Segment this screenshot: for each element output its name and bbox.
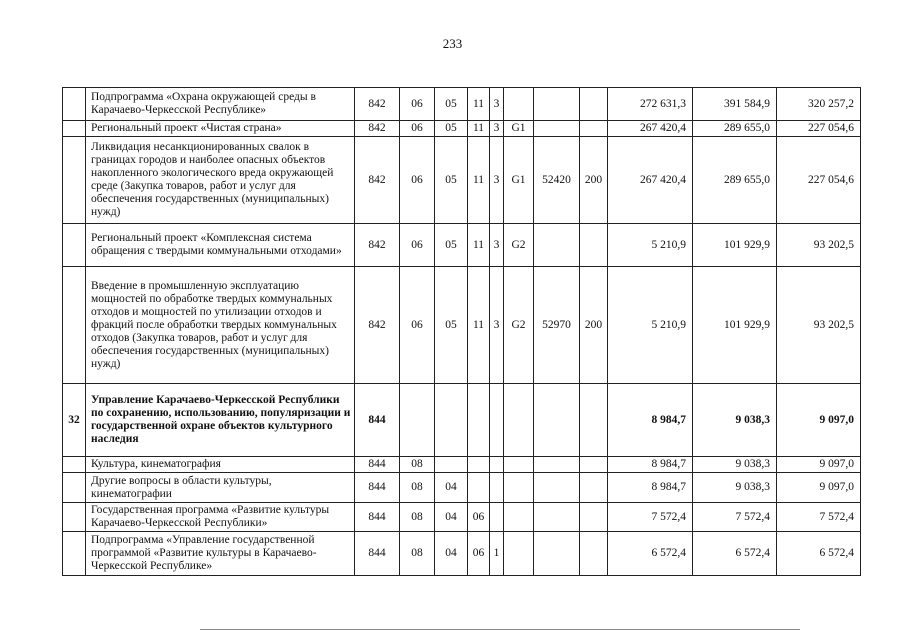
section-code-cell <box>400 384 435 457</box>
row-number-cell: 32 <box>63 384 86 457</box>
ministry-code-cell: 842 <box>355 267 400 384</box>
program-code-cell: 11 <box>468 88 490 121</box>
amount-2023-cell: 9 097,0 <box>777 473 861 503</box>
project-code-cell <box>504 457 534 473</box>
row-number-cell <box>63 532 86 576</box>
amount-2021-cell: 5 210,9 <box>608 224 693 267</box>
amount-2023-cell: 9 097,0 <box>777 384 861 457</box>
project-code-cell <box>504 88 534 121</box>
program-code-cell: 11 <box>468 121 490 137</box>
direction-code-cell <box>534 473 580 503</box>
expense-type-cell <box>580 384 608 457</box>
item-name-cell: Ликвидация несанкционированных свалок в границах городов и наиболее опасных объектов накопленного экологического вреда окружающей среде (Закупка товаров, работ и услуг для обеспечения государственных (муниципальных) нужд) <box>86 137 355 224</box>
expense-type-cell <box>580 503 608 532</box>
program-code-cell <box>468 384 490 457</box>
table-row <box>63 88 861 121</box>
amount-2022-cell: 6 572,4 <box>693 532 777 576</box>
ministry-code-cell: 842 <box>355 224 400 267</box>
amount-2022-cell: 9 038,3 <box>693 384 777 457</box>
subprogram-code-cell <box>490 457 504 473</box>
item-name-cell: Подпрограмма «Управление государственной программой «Развитие культуры в Карачаево-Черкесской Республике» <box>86 532 355 576</box>
subprogram-code-cell: 3 <box>490 224 504 267</box>
amount-2023-cell: 9 097,0 <box>777 457 861 473</box>
amount-2022-cell: 101 929,9 <box>693 267 777 384</box>
expense-type-cell <box>580 532 608 576</box>
item-name-cell: Подпрограмма «Охрана окружающей среды в Карачаево-Черкесской Республике» <box>86 88 355 121</box>
amount-2021-cell: 8 984,7 <box>608 457 693 473</box>
row-number-cell <box>63 88 86 121</box>
amount-2021-cell: 7 572,4 <box>608 503 693 532</box>
item-name-cell: Управление Карачаево-Черкесской Республики по сохранению, использованию, популяризации и государственной охране объектов культурного наследия <box>86 384 355 457</box>
program-code-cell: 11 <box>468 224 490 267</box>
direction-code-cell: 52970 <box>534 267 580 384</box>
subprogram-code-cell <box>490 384 504 457</box>
ministry-code-cell: 842 <box>355 137 400 224</box>
row-number-cell <box>63 473 86 503</box>
direction-code-cell <box>534 88 580 121</box>
program-code-cell <box>468 457 490 473</box>
project-code-cell <box>504 384 534 457</box>
subprogram-code-cell <box>490 473 504 503</box>
expense-type-cell <box>580 473 608 503</box>
direction-code-cell <box>534 457 580 473</box>
expense-type-cell <box>580 457 608 473</box>
amount-2021-cell: 6 572,4 <box>608 532 693 576</box>
program-code-cell: 06 <box>468 532 490 576</box>
amount-2021-cell: 267 420,4 <box>608 137 693 224</box>
row-number-cell <box>63 503 86 532</box>
project-code-cell: G1 <box>504 121 534 137</box>
direction-code-cell <box>534 532 580 576</box>
item-name-cell: Региональный проект «Комплексная система обращения с твердыми коммунальными отходами» <box>86 224 355 267</box>
amount-2023-cell: 227 054,6 <box>777 121 861 137</box>
amount-2021-cell: 267 420,4 <box>608 121 693 137</box>
section-code-cell: 08 <box>400 532 435 576</box>
amount-2022-cell: 7 572,4 <box>693 503 777 532</box>
item-name-cell: Другие вопросы в области культуры, кинематографии <box>86 473 355 503</box>
bottom-border-line <box>200 629 800 630</box>
ministry-code-cell: 844 <box>355 384 400 457</box>
expense-type-cell: 200 <box>580 137 608 224</box>
amount-2023-cell: 7 572,4 <box>777 503 861 532</box>
subsection-code-cell: 04 <box>435 532 468 576</box>
row-number-cell <box>63 121 86 137</box>
page-number: 233 <box>442 36 463 51</box>
amount-2022-cell: 289 655,0 <box>693 137 777 224</box>
amount-2023-cell: 93 202,5 <box>777 224 861 267</box>
ministry-code-cell: 842 <box>355 121 400 137</box>
expense-type-cell: 200 <box>580 267 608 384</box>
section-code-cell: 06 <box>400 267 435 384</box>
subsection-code-cell: 05 <box>435 267 468 384</box>
amount-2021-cell: 272 631,3 <box>608 88 693 121</box>
ministry-code-cell: 844 <box>355 473 400 503</box>
table-row <box>63 224 861 267</box>
subsection-code-cell: 05 <box>435 121 468 137</box>
table-row <box>63 473 861 503</box>
project-code-cell <box>504 503 534 532</box>
amount-2021-cell: 8 984,7 <box>608 384 693 457</box>
direction-code-cell: 52420 <box>534 137 580 224</box>
expense-type-cell <box>580 224 608 267</box>
program-code-cell: 11 <box>468 137 490 224</box>
amount-2021-cell: 8 984,7 <box>608 473 693 503</box>
table-row <box>63 267 861 384</box>
subsection-code-cell <box>435 457 468 473</box>
table-row <box>63 384 861 457</box>
amount-2022-cell: 101 929,9 <box>693 224 777 267</box>
section-code-cell: 08 <box>400 473 435 503</box>
section-code-cell: 06 <box>400 137 435 224</box>
table-row <box>63 121 861 137</box>
section-code-cell: 06 <box>400 88 435 121</box>
subprogram-code-cell: 3 <box>490 267 504 384</box>
project-code-cell <box>504 532 534 576</box>
ministry-code-cell: 844 <box>355 532 400 576</box>
amount-2023-cell: 6 572,4 <box>777 532 861 576</box>
section-code-cell: 08 <box>400 457 435 473</box>
amount-2022-cell: 9 038,3 <box>693 473 777 503</box>
row-number-cell <box>63 137 86 224</box>
budget-table <box>62 87 861 576</box>
program-code-cell: 11 <box>468 267 490 384</box>
amount-2023-cell: 93 202,5 <box>777 267 861 384</box>
table-body <box>63 88 861 576</box>
subsection-code-cell: 05 <box>435 224 468 267</box>
item-name-cell: Региональный проект «Чистая страна» <box>86 121 355 137</box>
program-code-cell: 06 <box>468 503 490 532</box>
subprogram-code-cell: 3 <box>490 88 504 121</box>
ministry-code-cell: 842 <box>355 88 400 121</box>
amount-2022-cell: 391 584,9 <box>693 88 777 121</box>
direction-code-cell <box>534 503 580 532</box>
direction-code-cell <box>534 384 580 457</box>
direction-code-cell <box>534 121 580 137</box>
project-code-cell: G1 <box>504 137 534 224</box>
subprogram-code-cell <box>490 503 504 532</box>
project-code-cell: G2 <box>504 267 534 384</box>
subprogram-code-cell: 1 <box>490 532 504 576</box>
subsection-code-cell: 05 <box>435 88 468 121</box>
item-name-cell: Введение в промышленную эксплуатацию мощностей по обработке твердых коммунальных отходов и мощностей по утилизации отходов и фракций после обработки твердых коммунальных отходов (Закупка товаров, работ и услуг для обеспечения государственных (муниципальных) нужд) <box>86 267 355 384</box>
item-name-cell: Государственная программа «Развитие культуры Карачаево-Черкесской Республики» <box>86 503 355 532</box>
table-row <box>63 457 861 473</box>
subprogram-code-cell: 3 <box>490 121 504 137</box>
subsection-code-cell <box>435 384 468 457</box>
ministry-code-cell: 844 <box>355 503 400 532</box>
program-code-cell <box>468 473 490 503</box>
table-row <box>63 137 861 224</box>
ministry-code-cell: 844 <box>355 457 400 473</box>
amount-2021-cell: 5 210,9 <box>608 267 693 384</box>
subsection-code-cell: 04 <box>435 503 468 532</box>
table-row <box>63 503 861 532</box>
section-code-cell: 08 <box>400 503 435 532</box>
table-row <box>63 532 861 576</box>
section-code-cell: 06 <box>400 121 435 137</box>
subprogram-code-cell: 3 <box>490 137 504 224</box>
project-code-cell: G2 <box>504 224 534 267</box>
project-code-cell <box>504 473 534 503</box>
subsection-code-cell: 05 <box>435 137 468 224</box>
amount-2023-cell: 227 054,6 <box>777 137 861 224</box>
row-number-cell <box>63 267 86 384</box>
amount-2022-cell: 289 655,0 <box>693 121 777 137</box>
row-number-cell <box>63 224 86 267</box>
item-name-cell: Культура, кинематография <box>86 457 355 473</box>
expense-type-cell <box>580 121 608 137</box>
subsection-code-cell: 04 <box>435 473 468 503</box>
direction-code-cell <box>534 224 580 267</box>
amount-2023-cell: 320 257,2 <box>777 88 861 121</box>
amount-2022-cell: 9 038,3 <box>693 457 777 473</box>
expense-type-cell <box>580 88 608 121</box>
row-number-cell <box>63 457 86 473</box>
section-code-cell: 06 <box>400 224 435 267</box>
